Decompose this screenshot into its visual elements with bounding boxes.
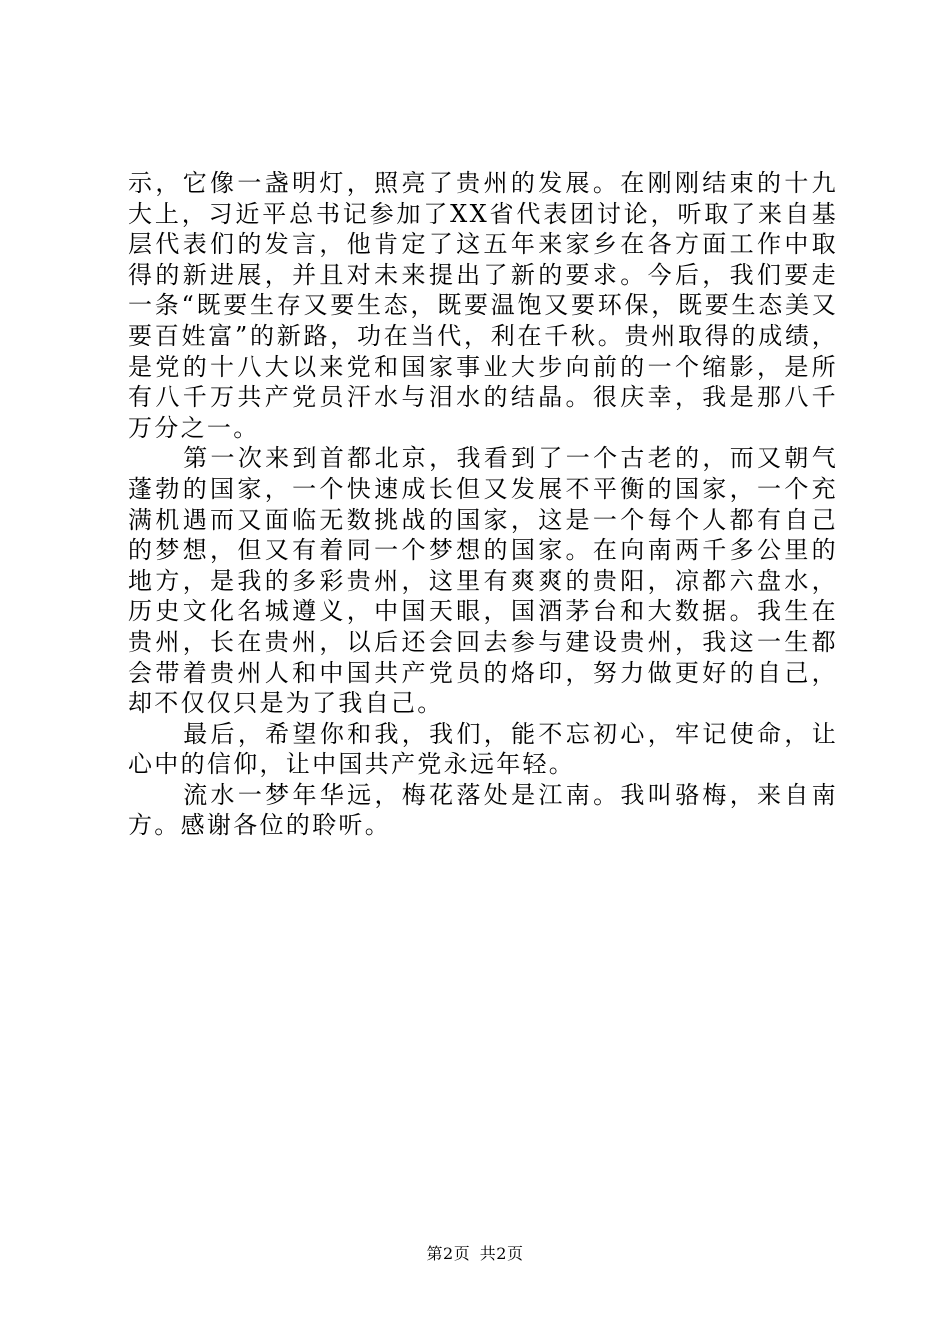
paragraph-2: 第一次来到首都北京，我看到了一个古老的，而又朝气蓬勃的国家，一个快速成长但又发展不平衡的国家，一个充满机遇而又面临无数挑战的国家，这是一个每个人都有自己的梦想，但又有着同一个梦想的国家。在向南两千多公里的地方，是我的多彩贵州，这里有爽爽的贵阳，凉都六盘水，历史文化名城遵义，中国天眼，国酒茅台和大数据。我生在贵州，长在贵州，以后还会回去参与建设贵州，我这一生都会带着贵州人和中国共产党员的烙印，努力做更好的自己，却不仅仅只是为了我自己。 [128,444,838,718]
document-body [128,168,838,841]
page-number: 第2页 [426,1244,471,1263]
paragraph-3: 最后，希望你和我，我们，能不忘初心，牢记使命，让心中的信仰，让中国共产党永远年轻。 [128,719,838,779]
page-total: 共2页 [479,1244,524,1263]
paragraph-1: 示，它像一盏明灯，照亮了贵州的发展。在刚刚结束的十九大上，习近平总书记参加了XX省代表团讨论，听取了来自基层代表们的发言，他肯定了这五年来家乡在各方面工作中取得的新进展，并且对未来提出了新的要求。今后，我们要走一条“既要生存又要生态，既要温饱又要环保，既要生态美又要百姓富”的新路，功在当代，利在千秋。贵州取得的成绩，是党的十八大以来党和国家事业大步向前的一个缩影，是所有八千万共产党员汗水与泪水的结晶。很庆幸，我是那八千万分之一。 [128,169,838,442]
page-footer [0,1243,950,1265]
paragraph-4: 流水一梦年华远，梅花落处是江南。我叫骆梅，来自南方。感谢各位的聆听。 [128,780,838,840]
